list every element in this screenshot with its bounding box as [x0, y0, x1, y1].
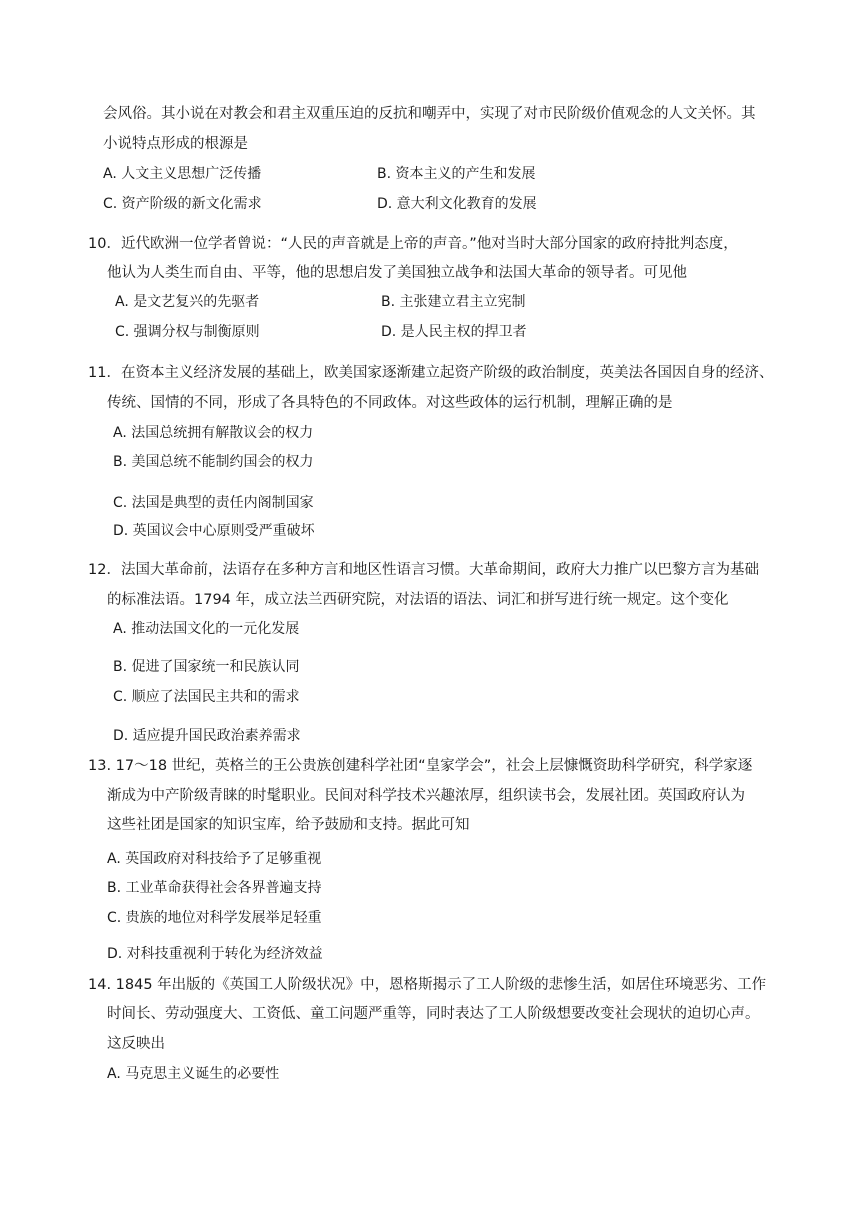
- option-d: D. 是人民主权的捍卫者: [381, 324, 527, 340]
- question-stem-line: 渐成为中产阶级青睐的时髦职业。民间对科学技术兴趣浓厚，组织读书会，发展社团。英国政府认为: [107, 788, 745, 804]
- option-b: B. 主张建立君主立宪制: [381, 294, 526, 310]
- option-a: A. 人文主义思想广泛传播: [103, 166, 262, 182]
- option-c: C. 强调分权与制衡原则: [115, 324, 260, 340]
- question-stem-line: 时间长、劳动强度大、工资低、童工问题严重等，同时表达了工人阶级想要改变社会现状的迫切心声。: [107, 1006, 760, 1022]
- option-d: D. 对科技重视利于转化为经济效益: [107, 946, 323, 962]
- question-stem-line: 小说特点形成的根源是: [103, 136, 248, 152]
- option-c: C. 法国是典型的责任内阁制国家: [113, 495, 314, 511]
- option-d: D. 意大利文化教育的发展: [377, 196, 537, 212]
- question-stem-line: 14. 1845 年出版的《英国工人阶级状况》中，恩格斯揭示了工人阶级的悲惨生活，如居住环境恶劣、工作: [88, 977, 767, 993]
- option-a: A. 推动法国文化的一元化发展: [113, 621, 300, 637]
- option-b: B. 美国总统不能制约国会的权力: [113, 454, 314, 470]
- option-c: C. 贵族的地位对科学发展举足轻重: [107, 910, 322, 926]
- option-b: B. 促进了国家统一和民族认同: [113, 659, 300, 675]
- question-stem-line: 会风俗。其小说在对教会和君主双重压迫的反抗和嘲弄中，实现了对市民阶级价值观念的人文关怀。其: [103, 106, 756, 122]
- option-d: D. 适应提升国民政治素养需求: [113, 728, 301, 744]
- question-stem-line: 他认为人类生而自由、平等，他的思想启发了美国独立战争和法国大革命的领导者。可见他: [107, 265, 687, 281]
- question-stem-line: 的标准法语。1794 年，成立法兰西研究院，对法语的语法、词汇和拼写进行统一规定。这个变化: [107, 592, 729, 608]
- option-a: A. 马克思主义诞生的必要性: [107, 1066, 280, 1082]
- question-stem-line: 10．近代欧洲一位学者曾说：“人民的声音就是上帝的声音。”他对当时大部分国家的政府持批判态度，: [88, 236, 738, 252]
- option-a: A. 英国政府对科技给予了足够重视: [107, 851, 322, 867]
- option-c: C. 资产阶级的新文化需求: [103, 196, 262, 212]
- question-stem-line: 12．法国大革命前，法语存在多种方言和地区性语言习惯。大革命期间，政府大力推广以巴黎方言为基础: [88, 562, 759, 578]
- option-c: C. 顺应了法国民主共和的需求: [113, 689, 300, 705]
- option-b: B. 资本主义的产生和发展: [377, 166, 536, 182]
- question-stem-line: 11．在资本主义经济发展的基础上，欧美国家逐渐建立起资产阶级的政治制度，英美法各国因自身的经济、: [88, 365, 774, 381]
- question-stem-line: 传统、国情的不同，形成了各具特色的不同政体。对这些政体的运行机制，理解正确的是: [107, 395, 673, 411]
- option-b: B. 工业革命获得社会各界普遍支持: [107, 880, 322, 896]
- question-stem-line: 这些社团是国家的知识宝库，给予鼓励和支持。据此可知: [107, 817, 470, 833]
- question-stem-line: 13. 17～18 世纪，英格兰的王公贵族创建科学社团“皇家学会”，社会上层慷慨资助科学研究，科学家逐: [88, 758, 753, 774]
- question-stem-line: 这反映出: [107, 1036, 165, 1052]
- option-a: A. 是文艺复兴的先驱者: [115, 294, 260, 310]
- option-d: D. 英国议会中心原则受严重破坏: [113, 523, 315, 539]
- option-a: A. 法国总统拥有解散议会的权力: [113, 425, 314, 441]
